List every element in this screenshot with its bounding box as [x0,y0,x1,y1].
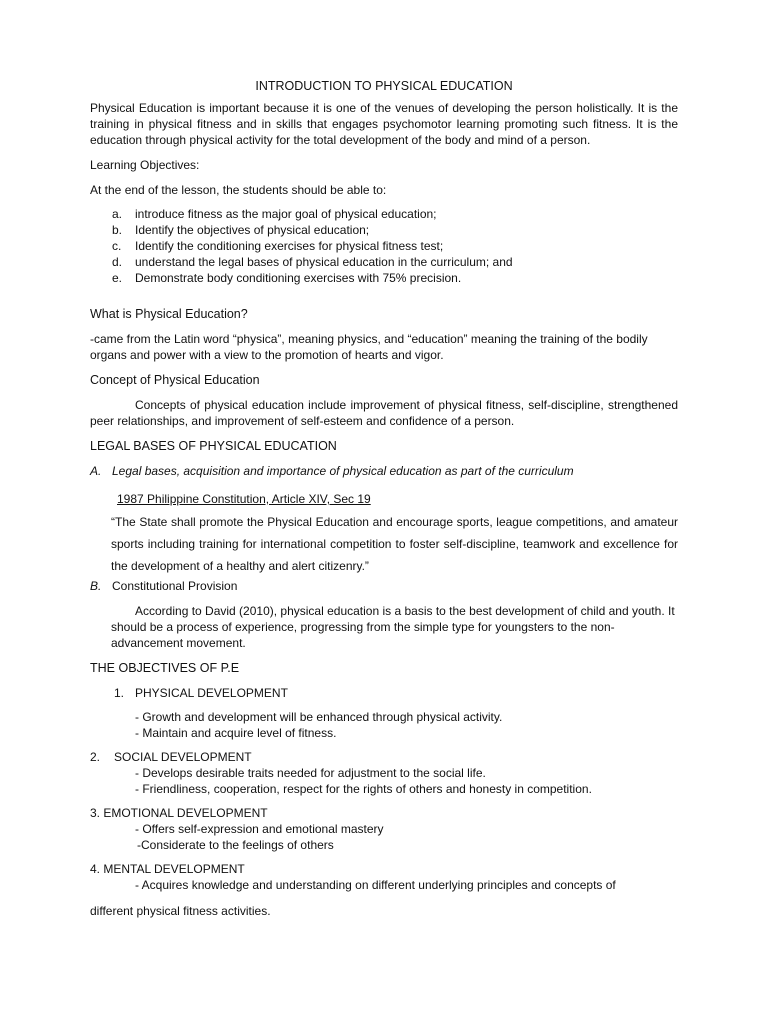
list-item: a. introduce fitness as the major goal of physical education; [112,207,437,221]
legal-heading: LEGAL BASES OF PHYSICAL EDUCATION [90,439,337,453]
emotional-development-label: 3. EMOTIONAL DEVELOPMENT [90,806,268,820]
list-item: - Acquires knowledge and understanding on different underlying principles and concepts of [135,878,616,892]
social-development-label: 2. SOCIAL DEVELOPMENT [90,750,252,764]
constitution-quote: “The State shall promote the Physical Education and encourage sports, league competitions, and amateur sports including training for international competition to foster self-discipline, teamwork and excellence for the development of a healthy and alert citizenry.” [111,515,678,573]
david-paragraph: According to David (2010), physical education is a basis to the best development of child and youth. It should be a process of experience, progressing from the simple type for youngsters to the non-advancement movement. [111,604,675,650]
list-item: d. understand the legal bases of physical education in the curriculum; and [112,255,513,269]
list-item: - Friendliness, cooperation, respect for the rights of others and honesty in competition. [135,782,592,796]
list-item: -Considerate to the feelings of others [137,838,334,852]
what-is-text: -came from the Latin word “physica”, meaning physics, and “education” meaning the training of the bodily organs and power with a view to the promotion of hearts and vigor. [90,332,648,362]
constitution-citation: 1987 Philippine Constitution, Article XIV, Sec 19 [117,492,371,506]
concept-heading: Concept of Physical Education [90,373,260,387]
list-item: - Offers self-expression and emotional mastery [135,822,384,836]
lesson-end-text: At the end of the lesson, the students should be able to: [90,183,387,197]
document-title: INTRODUCTION TO PHYSICAL EDUCATION [255,79,513,93]
list-item: - Maintain and acquire level of fitness. [135,726,337,740]
legal-section-b: B. Constitutional Provision [90,579,238,593]
list-item: - Develops desirable traits needed for adjustment to the social life. [135,766,486,780]
legal-section-a: A. Legal bases, acquisition and importance of physical education as part of the curriculum [90,464,574,478]
what-is-heading: What is Physical Education? [90,307,248,321]
learning-objectives-label: Learning Objectives: [90,158,200,172]
list-item: e. Demonstrate body conditioning exercises with 75% precision. [112,271,462,285]
list-item: b. Identify the objectives of physical education; [112,223,370,237]
mental-development-continuation: different physical fitness activities. [90,904,271,918]
physical-development-label: 1. PHYSICAL DEVELOPMENT [114,686,288,700]
objectives-pe-heading: THE OBJECTIVES OF P.E [90,661,240,675]
mental-development-label: 4. MENTAL DEVELOPMENT [90,862,245,876]
concept-text: Concepts of physical education include improvement of physical fitness, self-discipline, strengthened peer relationships, and improvement of self-esteem and confidence of a person. [90,398,678,428]
list-item: - Growth and development will be enhanced through physical activity. [135,710,503,724]
list-item: c. Identify the conditioning exercises for physical fitness test; [112,239,444,253]
intro-paragraph: Physical Education is important because it is one of the venues of developing the person holistically. It is the training in physical fitness and in skills that engages psychomotor learning promoting such fitness. It is the education through physical activity for the total development of the body and mind of a person. [90,101,678,147]
objectives-list [90,206,678,286]
